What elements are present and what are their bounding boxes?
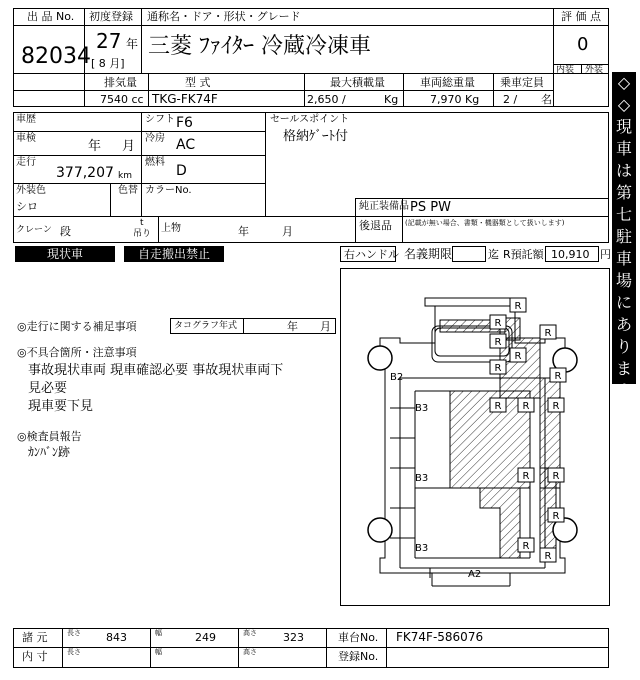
equipment-label: 純正装備品 <box>359 201 409 212</box>
capacity-value: 2 / <box>503 93 518 106</box>
inspection-label: 車検 <box>16 133 36 144</box>
capacity-unit: 名 <box>541 93 552 106</box>
no-self-drive-badge: 自走搬出禁止 <box>124 246 224 262</box>
r-deposit-label: R預託額 <box>503 248 544 261</box>
sidebar-char: 七 <box>615 205 632 224</box>
damage-mark-r: R <box>522 541 530 552</box>
ac-value: AC <box>176 137 196 153</box>
max-load-value: 2,650 / <box>307 93 346 106</box>
sidebar-char: ◇ <box>617 403 631 422</box>
shogen-label: 諸 元 <box>22 631 48 644</box>
color-no-label: カラーNo. <box>145 185 192 196</box>
inner-label: 内 寸 <box>22 650 48 663</box>
inner-length-label: 長さ <box>67 648 81 656</box>
width-label: 幅 <box>155 629 162 637</box>
sidebar-char: 車 <box>615 249 632 268</box>
capacity-label: 乗車定員 <box>500 76 544 89</box>
aftermarket-label: 後退品 <box>359 219 392 232</box>
equipment-value: PS PW <box>410 200 451 215</box>
displacement-value: 7540 cc <box>100 93 144 106</box>
driving-notes-label: ◎走行に関する補足事項 <box>17 320 137 333</box>
sales-point-label: セールスポイント <box>270 114 350 125</box>
wheel-rear-left <box>368 518 392 542</box>
inspection-year: 年 <box>88 139 102 154</box>
reg-no-label: 登録No. <box>338 650 379 663</box>
reg-year: 27 <box>96 29 122 53</box>
mileage-value: 377,207 <box>56 165 114 181</box>
damage-mark-r: R <box>552 401 560 412</box>
max-load-label: 最大積載量 <box>330 76 385 89</box>
name-change-suffix: 迄 <box>488 248 499 261</box>
tacho-month: 月 <box>320 320 331 333</box>
damage-mark-r: R <box>522 401 530 412</box>
crane-label: クレーン <box>16 225 52 235</box>
color-change-label: 色替 <box>118 185 138 196</box>
fuel-value: D <box>176 163 187 179</box>
model-name-label: 通称名・ドア・形状・グレード <box>147 10 301 23</box>
damage-mark-r: R <box>494 363 502 374</box>
reg-month: [ 8 月] <box>91 57 125 70</box>
length-value: 843 <box>106 631 127 644</box>
vehicle-damage-diagram <box>340 268 610 608</box>
damage-mark-r: R <box>544 551 552 562</box>
damage-mark-r: R <box>522 471 530 482</box>
inspector-note: ｶﾝﾊﾞﾝ跡 <box>28 445 71 459</box>
max-load-unit: Kg <box>384 93 399 106</box>
name-change-box <box>452 246 486 262</box>
damage-mark-r: R <box>552 471 560 482</box>
defect-line-2: 見必要 <box>28 381 68 396</box>
reg-year-unit: 年 <box>126 37 139 51</box>
history-label: 車歴 <box>16 114 36 125</box>
sidebar-char: ◇ <box>617 95 631 114</box>
area-b3-middle: B3 <box>415 473 429 484</box>
defect-line-1: 事故現状車両 現車確認必要 事故現状車両下 <box>28 363 284 378</box>
area-b2: B2 <box>390 372 404 383</box>
damage-mark-r: R <box>494 318 502 329</box>
sidebar-char: に <box>615 293 632 312</box>
sidebar-char: 場 <box>615 271 632 290</box>
area-a2: A2 <box>468 569 482 580</box>
inner-width-label: 幅 <box>155 648 162 656</box>
area-b3-upper: B3 <box>415 403 429 414</box>
damage-mark-r: R <box>514 301 522 312</box>
parking-notice-banner <box>612 72 636 444</box>
exterior-label: 外装 <box>585 65 604 75</box>
defect-line-3: 現車要下見 <box>28 399 94 414</box>
sidebar-char: り <box>615 337 632 356</box>
area-b3-lower: B3 <box>415 543 429 554</box>
fuel-label: 燃料 <box>145 157 165 168</box>
height-value: 323 <box>283 631 304 644</box>
damage-mark-r: R <box>514 351 522 362</box>
eval-score: 0 <box>577 34 589 55</box>
shift-label: シフト <box>145 114 175 125</box>
r-deposit-unit: 円 <box>600 248 611 261</box>
upper-label: 上物 <box>161 223 181 234</box>
total-weight-value: 7,970 Kg <box>430 93 480 106</box>
chassis-label: 車台No. <box>338 631 379 644</box>
damage-mark-r: R <box>544 328 552 339</box>
lot-number: 82034 <box>21 44 91 69</box>
name-change-label: 名義期限 <box>404 247 453 261</box>
aftermarket-note: (記載が無い場合、書類・機器類として扱いします) <box>405 219 565 227</box>
damage-mark-r: R <box>552 511 560 522</box>
sidebar-char: ◇ <box>617 73 631 92</box>
damage-mark-r: R <box>554 371 562 382</box>
height-label: 高さ <box>243 629 257 637</box>
shift-value: F6 <box>176 115 193 131</box>
type-label: 型 式 <box>185 76 211 89</box>
footer-frame <box>13 628 609 668</box>
mileage-label: 走行 <box>16 157 36 168</box>
eval-label: 評 価 点 <box>561 10 601 23</box>
lot-label: 出 品 No. <box>27 10 75 23</box>
first-reg-label: 初度登録 <box>89 10 133 23</box>
crane-hook: 吊り <box>133 229 152 239</box>
sidebar-char: す <box>615 381 632 400</box>
color-label: 外装色 <box>16 185 46 196</box>
sidebar-char: あ <box>615 315 632 334</box>
damage-mark-r: R <box>494 337 502 348</box>
sales-point-value: 格納ｹﾞｰﾄ付 <box>283 129 349 144</box>
upper-year: 年 <box>238 225 249 238</box>
sidebar-char: は <box>615 161 632 180</box>
wheel-front-left <box>368 346 392 370</box>
length-label: 長さ <box>67 629 81 637</box>
model-type-value: TKG-FK74F <box>152 92 218 106</box>
upper-month: 月 <box>282 225 293 238</box>
sidebar-char: 現 <box>615 117 632 136</box>
tacho-label: タコグラフ年式 <box>174 321 238 331</box>
right-handle: 右ハンドル <box>344 248 399 261</box>
r-deposit-value: 10,910 <box>551 248 590 261</box>
sidebar-char: 車 <box>615 139 632 158</box>
sidebar-char: ◇ <box>617 425 631 444</box>
displacement-label: 排気量 <box>104 76 137 89</box>
current-car-badge: 現状車 <box>15 246 115 262</box>
sidebar-char: 駐 <box>615 227 632 246</box>
car-name: 三菱 ﾌｧｲﾀｰ 冷蔵冷凍車 <box>148 34 371 59</box>
sidebar-char: ま <box>615 359 632 378</box>
sidebar-char: 第 <box>615 183 632 202</box>
chassis-value: FK74F-586076 <box>396 630 484 644</box>
defects-label: ◎不具合箇所・注意事項 <box>17 346 137 359</box>
damage-mark-r: R <box>494 401 502 412</box>
crane-stage: 段 <box>60 225 71 238</box>
inner-height-label: 高さ <box>243 648 257 656</box>
inspection-month: 月 <box>122 139 136 154</box>
mileage-unit: km <box>118 171 132 181</box>
interior-label: 内装 <box>556 65 575 75</box>
color-value: シロ <box>16 200 38 213</box>
tacho-year: 年 <box>287 320 298 333</box>
total-weight-label: 車両総重量 <box>420 76 475 89</box>
ac-label: 冷房 <box>145 133 165 144</box>
inspector-label: ◎検査員報告 <box>17 430 82 443</box>
crane-ton: t <box>140 218 144 228</box>
width-value: 249 <box>195 631 216 644</box>
